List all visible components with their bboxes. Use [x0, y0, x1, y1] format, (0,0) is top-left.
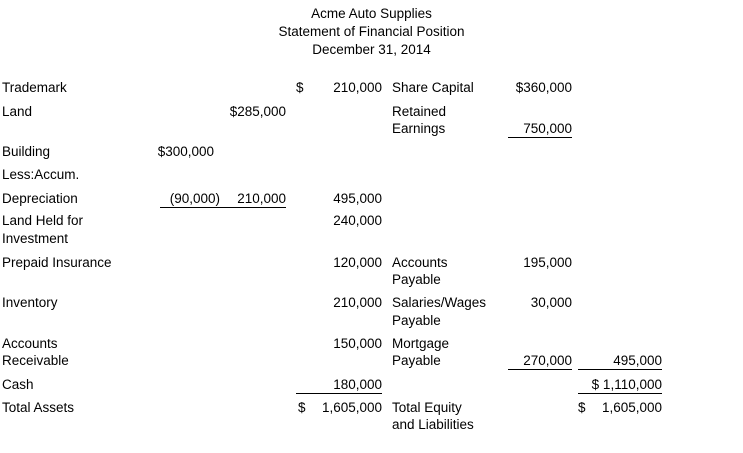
- trademark-currency: $: [296, 80, 304, 95]
- accounts-payable-label-2: Payable: [392, 272, 441, 287]
- equity-liabilities-subtotal: $ 1,110,000: [578, 376, 662, 394]
- land-held-label-2: Investment: [2, 231, 69, 246]
- trademark-label: Trademark: [2, 80, 67, 95]
- land-amount: $285,000: [229, 104, 286, 119]
- total-assets-label: Total Assets: [2, 400, 75, 415]
- share-capital-label: Share Capital: [392, 80, 474, 95]
- salaries-wages-label-1: Salaries/Wages: [392, 295, 487, 310]
- building-net-amount: 210,000: [220, 190, 286, 208]
- accounts-payable-amount: 195,000: [523, 255, 572, 270]
- mortgage-label-2: Payable: [392, 353, 441, 368]
- total-equity-liabilities-label-1: Total Equity: [392, 400, 462, 415]
- building-amount: $300,000: [157, 144, 214, 159]
- ppe-total-amount: 495,000: [333, 191, 382, 206]
- less-accum-label: Less:Accum.: [2, 167, 80, 182]
- mortgage-amount: 270,000: [508, 352, 572, 370]
- retained-earnings-label-2: Earnings: [392, 121, 446, 136]
- statement-title: Statement of Financial Position: [278, 24, 465, 39]
- company-name: Acme Auto Supplies: [311, 6, 432, 21]
- accounts-receivable-label-2: Receivable: [2, 353, 69, 368]
- inventory-label: Inventory: [2, 295, 58, 310]
- accounts-receivable-label-1: Accounts: [2, 336, 58, 351]
- total-liabilities-amount: 495,000: [578, 352, 662, 370]
- building-label: Building: [2, 144, 51, 159]
- salaries-wages-label-2: Payable: [392, 313, 441, 328]
- total-equity-liabilities-label-2: and Liabilities: [392, 417, 474, 432]
- inventory-amount: 210,000: [333, 295, 382, 310]
- total-assets-amount: 1,605,000: [321, 400, 382, 415]
- land-label: Land: [2, 104, 33, 119]
- total-equity-liabilities-currency: $: [578, 400, 586, 415]
- depreciation-label: Depreciation: [2, 191, 78, 206]
- total-equity-liabilities-amount: 1,605,000: [601, 400, 662, 415]
- accounts-receivable-amount: 150,000: [333, 336, 382, 351]
- statement-date: December 31, 2014: [312, 42, 431, 57]
- retained-earnings-label-1: Retained: [392, 104, 447, 119]
- land-held-label-1: Land Held for: [2, 213, 84, 228]
- cash-amount: 180,000: [296, 376, 382, 394]
- cash-label: Cash: [2, 377, 34, 392]
- mortgage-label-1: Mortgage: [392, 336, 450, 351]
- land-held-amount: 240,000: [333, 213, 382, 228]
- depreciation-deduction: (90,000): [160, 190, 220, 208]
- retained-earnings-amount: 750,000: [508, 120, 572, 138]
- prepaid-insurance-label: Prepaid Insurance: [2, 255, 112, 270]
- salaries-wages-amount: 30,000: [530, 295, 572, 310]
- trademark-amount: 210,000: [333, 80, 382, 95]
- prepaid-insurance-amount: 120,000: [333, 255, 382, 270]
- accounts-payable-label-1: Accounts: [392, 255, 448, 270]
- total-assets-currency: $: [298, 400, 306, 415]
- share-capital-amount: $360,000: [515, 80, 572, 95]
